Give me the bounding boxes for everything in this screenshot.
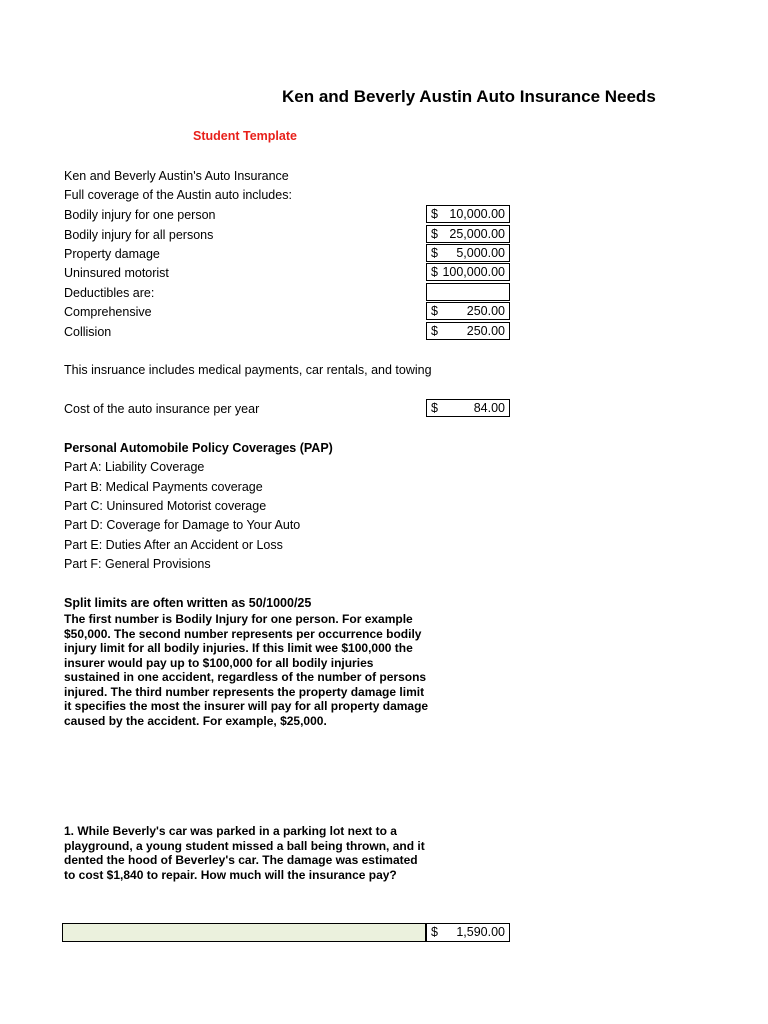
cost-label: Cost of the auto insurance per year (64, 402, 260, 416)
currency-symbol: $ (431, 246, 438, 260)
cost-amount: 84.00 (473, 401, 505, 415)
currency-symbol: $ (431, 324, 438, 338)
page-title: Ken and Beverly Austin Auto Insurance Needs (282, 87, 656, 106)
coverage-value-cell[interactable] (426, 225, 510, 243)
currency-symbol: $ (431, 925, 438, 939)
pap-part: Part E: Duties After an Accident or Loss (64, 538, 283, 552)
coverage-value-cell[interactable] (426, 263, 510, 281)
split-limits-explanation: The first number is Bodily Injury for one person. For example $50,000. The second number represents per occurrence bodily injury limit for all bodily injuries. If this limit wee $100,000 the insurer would pay up to $100,000 for all bodily injuries sustained in one accident, regardless of the number of persons injured. The third number represents the property damage limit it specifies the most the insurer will pay for all property damage caused by the accident. For example, $25,000. (64, 612, 429, 728)
currency-symbol: $ (431, 207, 438, 221)
coverage-amount: 25,000.00 (449, 227, 505, 241)
pap-part: Part A: Liability Coverage (64, 460, 205, 474)
coverage-intro: Full coverage of the Austin auto includes: (64, 188, 292, 202)
coverage-value-cell[interactable] (426, 244, 510, 262)
empty-cell[interactable] (426, 283, 510, 301)
answer-value-cell[interactable] (426, 923, 510, 942)
deductible-amount: 250.00 (466, 304, 505, 318)
pap-part: Part C: Uninsured Motorist coverage (64, 499, 267, 513)
answer-input-area[interactable] (62, 923, 426, 942)
coverage-value-cell[interactable] (426, 205, 510, 223)
currency-symbol: $ (431, 401, 438, 415)
template-label: Student Template (193, 129, 297, 143)
pap-heading: Personal Automobile Policy Coverages (PAP) (64, 441, 333, 455)
currency-symbol: $ (431, 227, 438, 241)
pap-part: Part F: General Provisions (64, 557, 211, 571)
coverage-amount: 5,000.00 (456, 246, 505, 260)
pap-part: Part B: Medical Payments coverage (64, 480, 263, 494)
includes-note: This insruance includes medical payments, car rentals, and towing (64, 363, 432, 377)
coverage-amount: 10,000.00 (449, 207, 505, 221)
split-limits-heading: Split limits are often written as 50/1000/25 (64, 596, 312, 610)
deductible-amount: 250.00 (466, 324, 505, 338)
question-1-text: 1. While Beverly's car was parked in a parking lot next to a playground, a young student missed a ball being thrown, and it dented the hood of Beverley's car. The damage was estimated to cost $1,840 to repair. How much will the insurance pay? (64, 824, 425, 882)
pap-part: Part D: Coverage for Damage to Your Auto (64, 518, 301, 532)
answer-amount: 1,590.00 (456, 925, 505, 939)
deductible-value-cell[interactable] (426, 302, 510, 320)
deductible-value-cell[interactable] (426, 322, 510, 340)
deductible-label: Comprehensive (64, 305, 152, 319)
coverage-label: Uninsured motorist (64, 266, 169, 280)
currency-symbol: $ (431, 304, 438, 318)
cost-value-cell[interactable] (426, 399, 510, 417)
currency-symbol: $ (431, 265, 438, 279)
coverage-amount: 100,000.00 (442, 265, 505, 279)
coverage-label: Bodily injury for all persons (64, 228, 214, 242)
deductible-label: Collision (64, 325, 112, 339)
intro-heading: Ken and Beverly Austin's Auto Insurance (64, 169, 289, 183)
coverage-label: Bodily injury for one person (64, 208, 216, 222)
coverage-label: Property damage (64, 247, 160, 261)
deductibles-label: Deductibles are: (64, 286, 155, 300)
